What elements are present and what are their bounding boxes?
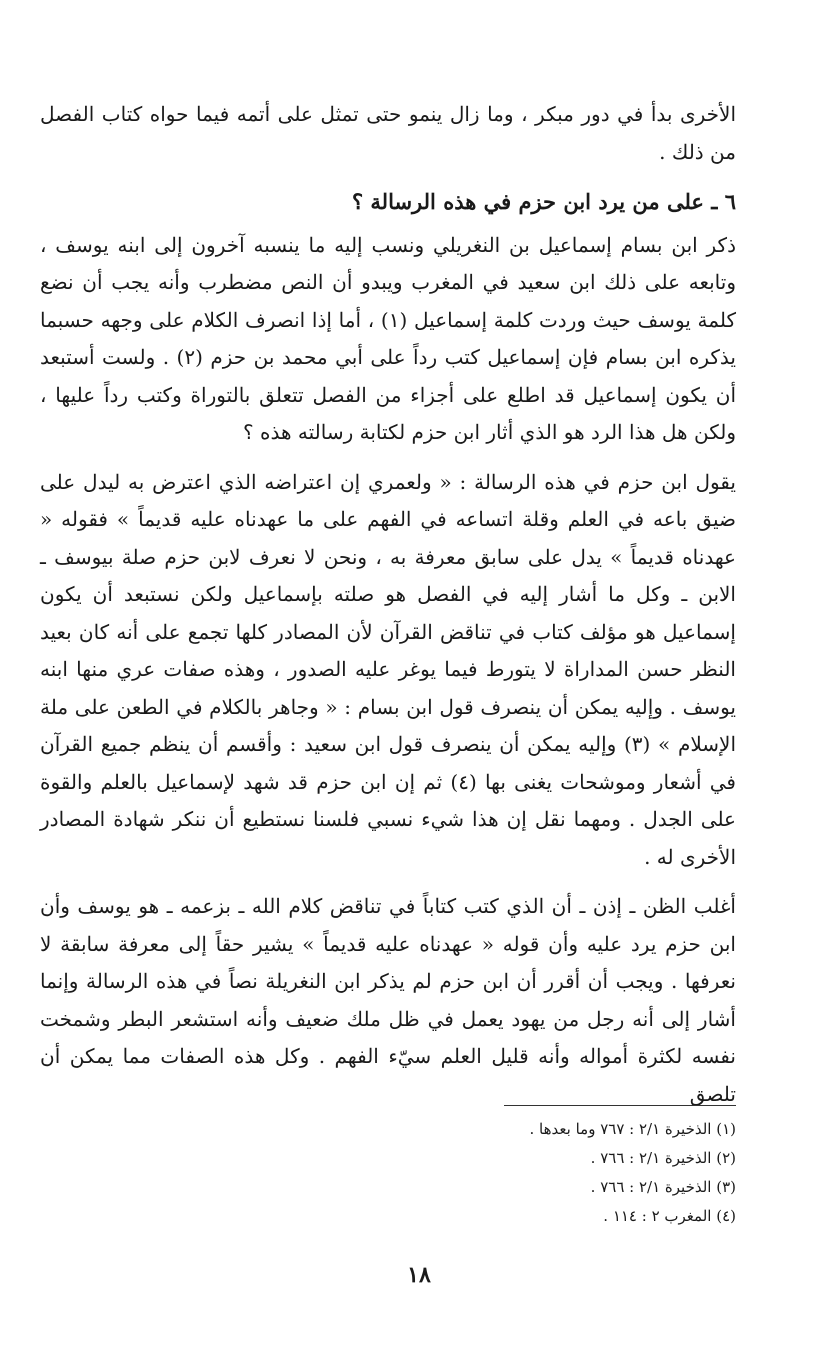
footnotes [40, 1115, 736, 1231]
paragraph-2 [40, 464, 736, 877]
paragraph-1-text: ذكر ابن بسام إسماعيل بن النغريلي ونسب إليه ما ينسبه آخرون إلى ابنه يوسف ، وتابعه على ذلك ابن سعيد في المغرب ويبدو أن النص مضطرب وأنه يجب أن نضع كلمة يوسف حيث وردت كلمة إسماعيل (١) ، أما إذا انصرف الكلام على وجهه حسبما يذكره ابن بسام فإن إسماعيل كتب رداً على أبي محمد بن حزم (٢) . ولست أستبعد أن يكون إسماعيل قد اطلع على أجزاء من الفصل تتعلق بالتوراة وكتب رداً عليها ، ولكن هل هذا الرد هو الذي أثار ابن حزم لكتابة رسالته هذه ؟ [40, 232, 736, 444]
footnote-1: (١) الذخيرة ٢/١ : ٧٦٧ وما بعدها . [529, 1120, 736, 1138]
intro-text: الأخرى بدأ في دور مبكر ، وما زال ينمو حتى تمثل على أتمه فيما حواه كتاب الفصل من ذلك . [40, 102, 736, 164]
paragraph-2-text: يقول ابن حزم في هذه الرسالة : « ولعمري إن اعتراضه الذي اعترض به ليدل على ضيق باعه في العلم وقلة اتساعه في الفهم على ما عهدناه عليه قديماً » فقوله « عهدناه قديماً » يدل على سابق معرفة به ، ونحن لا نعرف لابن حزم صلة بيوسف ـ الابن ـ وكل ما أشار إليه في الفصل هو صلته بإسماعيل ولكن نستبعد أن يكون إسماعيل هو مؤلف كتاب في تناقض القرآن لأن المصادر كلها تجمع على أنه كان بعيد النظر حسن المداراة لا يتورط فيما يوغر عليه الصدور ، وهذه صفات عري منها ابنه يوسف . وإليه يمكن أن ينصرف قول ابن بسام : « وجاهر بالكلام في الطعن على ملة الإسلام » (٣) وإليه يمكن أن ينصرف قول ابن سعيد : وأقسم أن ينظم جميع القرآن في أشعار وموشحات يغنى بها (٤) ثم إن ابن حزم قد شهد لإسماعيل بالعلم والقوة على الجدل . ومهما نقل إن هذا شيء نسبي فلسنا نستطيع أن ننكر شهادة المصادر الأخرى له . [40, 469, 737, 869]
page-body [40, 96, 736, 1113]
paragraph-3-text: أغلب الظن ـ إذن ـ أن الذي كتب كتاباً في تناقض كلام الله ـ بزعمه ـ هو يوسف وأن ابن حزم يرد عليه وأن قوله « عهدناه عليه قديماً » يشير حقاً إلى معرفة سابقة لا نعرفها . ويجب أن أقرر أن ابن حزم لم يذكر ابن النغريلة نصاً في هذه الرسالة وإنما أشار إلى أنه رجل من يهود يعمل في ظل ملك ضعيف وأنه استشعر البطر وشمخت نفسه لكثرة أمواله وأنه قليل العلم سيّء الفهم . وكل هذه الصفات مما يمكن أن تلصق [40, 894, 736, 1106]
footnote-separator [504, 1105, 736, 1106]
footnote-4: (٤) المغرب ٢ : ١١٤ . [603, 1207, 736, 1225]
intro-paragraph [40, 96, 736, 171]
footnote-2: (٢) الذخيرة ٢/١ : ٧٦٦ . [590, 1149, 736, 1167]
footnote-3: (٣) الذخيرة ٢/١ : ٧٦٦ . [590, 1178, 736, 1196]
paragraph-3 [40, 888, 736, 1113]
page-number: ١٨ [407, 1262, 431, 1288]
paragraph-1 [40, 227, 736, 452]
section-heading: ٦ ـ على من يرد ابن حزم في هذه الرسالة ؟ [351, 189, 736, 214]
